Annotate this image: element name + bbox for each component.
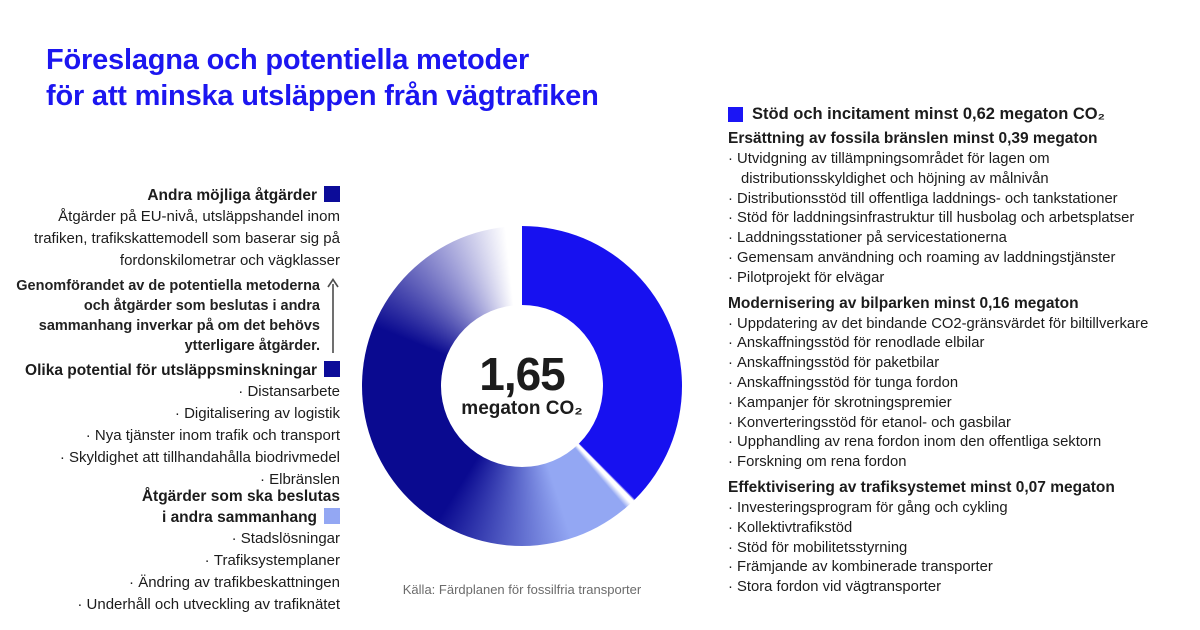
- donut-center-value: 1,65: [479, 348, 565, 400]
- legend-support-incentives: [728, 104, 1193, 124]
- list-item: · Nya tjänster inom trafik och transport: [10, 425, 340, 447]
- page-title-line2: för att minska utsläppen från vägtrafiken: [46, 80, 599, 112]
- list-item: · Trafiksystemplaner: [10, 550, 340, 572]
- left-block-other-heading: Andra möjliga åtgärder: [147, 187, 317, 204]
- left-block-other-body: Åtgärder på EU-nivå, utsläppshandel inom trafiken, trafikskattemodell som baserar sig på fordonskilometrar och vägklasser: [34, 208, 340, 269]
- list-item: · Distansarbete: [10, 381, 340, 403]
- list-item: · Digitalisering av logistik: [10, 403, 340, 425]
- page-title: [46, 42, 599, 114]
- left-note-text: Genomförandet av de potentiella metoderna och åtgärder som beslutas i andra sammanhang inverkar på om det behövs ytterligare åtgärder.: [16, 278, 320, 354]
- list-item: · Stora fordon vid vägtransporter: [728, 578, 1193, 598]
- list-item: · Distributionsstöd till offentliga laddnings- och tankstationer: [728, 190, 1193, 210]
- section-traffic-system-efficiency: [728, 478, 1193, 598]
- list-item: · Pilotprojekt för elvägar: [728, 269, 1193, 289]
- donut-center-unit: megaton CO₂: [461, 398, 583, 419]
- navy-legend-swatch: [324, 186, 340, 202]
- list-item: · Upphandling av rena fordon inom den offentliga sektorn: [728, 433, 1193, 453]
- left-block-decided: [10, 486, 340, 616]
- navy-legend-swatch: [324, 361, 340, 377]
- section-fleet-modernisation: [728, 294, 1193, 473]
- list-item: · Främjande av kombinerade transporter: [728, 558, 1193, 578]
- list-item: · Laddningsstationer på servicestationerna: [728, 229, 1193, 249]
- list-item: · Elbränslen: [10, 469, 340, 491]
- left-block-other-measures: [10, 185, 340, 272]
- left-block-other-heading-row: [10, 185, 340, 206]
- left-block-decided-heading-line2: i andra sammanhang: [161, 509, 317, 526]
- list-item: · Ändring av trafikbeskattningen: [10, 572, 340, 594]
- list-item: · Uppdatering av det bindande CO2-gränsvärdet för biltillverkare: [728, 315, 1193, 335]
- bright-blue-legend-swatch: [728, 107, 743, 122]
- section-fuel-replacement: [728, 129, 1193, 289]
- donut-center: [441, 305, 603, 467]
- left-block-potential: [10, 360, 340, 491]
- donut-chart: [362, 226, 682, 546]
- list-item: · Anskaffningsstöd för paketbilar: [728, 354, 1193, 374]
- left-block-decided-heading-line1: Åtgärder som ska beslutas: [141, 488, 340, 505]
- legend-support-label: Stöd och incitament minst 0,62 megaton CO₂: [752, 104, 1105, 123]
- list-item: · Stöd för mobilitetsstyrning: [728, 539, 1193, 559]
- left-block-potential-heading: Olika potential för utsläppsminskningar: [25, 362, 317, 379]
- right-column: [728, 104, 1193, 598]
- list-item: · Kollektivtrafikstöd: [728, 519, 1193, 539]
- light-blue-legend-swatch: [324, 508, 340, 524]
- list-item: · Stadslösningar: [10, 528, 340, 550]
- left-block-decided-heading-row: [10, 486, 340, 528]
- list-item: · Konverteringsstöd för etanol- och gasbilar: [728, 414, 1193, 434]
- list-item: · Investeringsprogram för gång och cykling: [728, 499, 1193, 519]
- list-item: · Anskaffningsstöd för renodlade elbilar: [728, 334, 1193, 354]
- left-block-potential-list: [10, 381, 340, 491]
- section-traffic-system-efficiency-list: [728, 499, 1193, 598]
- page-title-line1: Föreslagna och potentiella metoder: [46, 44, 530, 76]
- left-note-block: [10, 276, 340, 356]
- list-item: · Anskaffningsstöd för tunga fordon: [728, 374, 1193, 394]
- list-item: · Gemensam användning och roaming av laddningstjänster: [728, 249, 1193, 269]
- list-item: · Forskning om rena fordon: [728, 453, 1193, 473]
- section-fleet-modernisation-list: [728, 315, 1193, 473]
- list-item: · Underhåll och utveckling av trafiknätet: [10, 594, 340, 616]
- section-fleet-modernisation-heading: Modernisering av bilparken minst 0,16 megaton: [728, 294, 1079, 312]
- left-block-decided-list: [10, 528, 340, 616]
- section-fuel-replacement-heading: Ersättning av fossila bränslen minst 0,39 megaton: [728, 130, 1098, 147]
- left-block-potential-heading-row: [10, 360, 340, 381]
- list-item: · Kampanjer för skrotningspremier: [728, 394, 1193, 414]
- section-traffic-system-efficiency-heading: Effektivisering av trafiksystemet minst 0,07 megaton: [728, 478, 1115, 496]
- up-arrow-icon: [326, 278, 340, 354]
- source-caption: Källa: Färdplanen för fossilfria transporter: [402, 582, 642, 597]
- list-item: · Utvidgning av tillämpningsområdet för lagen om distributionsskyldighet och höjning av målnivån: [728, 150, 1193, 190]
- list-item: · Stöd för laddningsinfrastruktur till husbolag och arbetsplatser: [728, 209, 1193, 229]
- list-item: · Skyldighet att tillhandahålla biodrivmedel: [10, 447, 340, 469]
- section-fuel-replacement-list: [728, 150, 1193, 289]
